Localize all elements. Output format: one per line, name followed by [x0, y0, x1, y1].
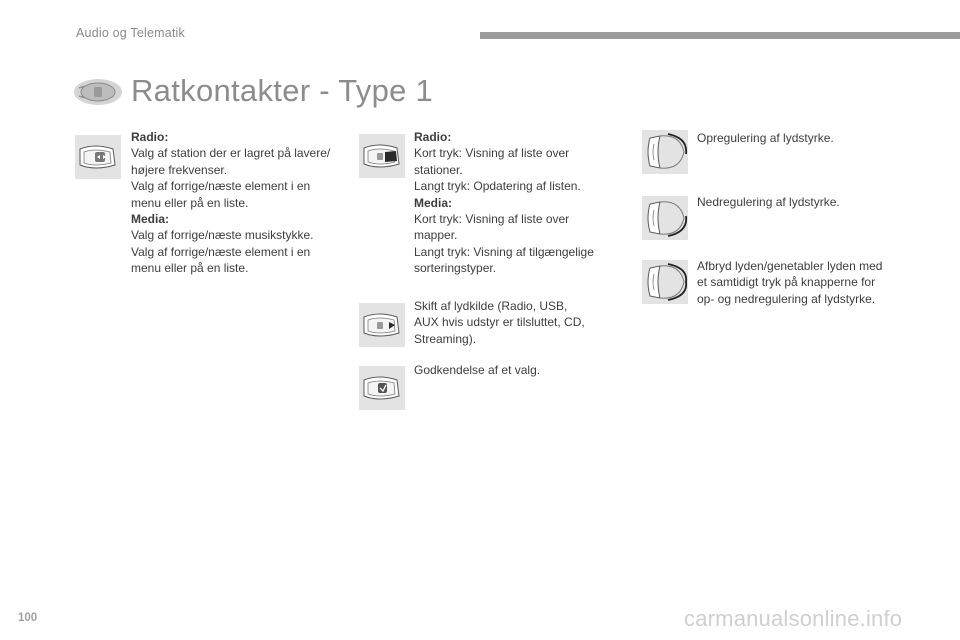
description-line: Skift af lydkilde (Radio, USB, — [414, 299, 568, 313]
mute-lever-icon — [642, 260, 688, 304]
description-line: Kort tryk: Visning af liste over — [414, 146, 570, 161]
description-line: Langt tryk: Opdatering af listen. — [414, 179, 581, 194]
label-media: Media: — [131, 212, 170, 227]
description-line: sorteringstyper. — [414, 261, 497, 276]
page-title: Ratkontakter - Type 1 — [131, 73, 434, 108]
description-line: Afbryd lyden/genetabler lyden med — [697, 259, 883, 273]
description-line: Langt tryk: Visning af tilgængelige — [414, 244, 594, 259]
middle-description-2 — [414, 298, 585, 347]
description-line: Godkendelse af et valg. — [414, 363, 541, 377]
right-description-3 — [697, 258, 882, 307]
steering-switch-seek-icon — [75, 135, 121, 179]
description-line: mapper. — [414, 228, 458, 243]
middle-description-1 — [414, 129, 594, 277]
description-line: AUX hvis udstyr er tilsluttet, CD, — [414, 315, 585, 330]
volume-down-lever-icon — [642, 196, 688, 240]
description-line: Nedregulering af lydstyrke. — [697, 195, 840, 209]
page-number: 100 — [18, 612, 38, 624]
description-line: Kort tryk: Visning af liste over — [414, 212, 570, 227]
right-description-1 — [697, 130, 834, 146]
label-radio: Radio: — [131, 130, 169, 144]
description-line: Valg af forrige/næste musikstykke. — [131, 228, 314, 243]
description-line: Opregulering af lydstyrke. — [697, 131, 834, 145]
volume-up-lever-icon — [642, 130, 688, 174]
middle-description-3 — [414, 362, 540, 378]
description-line: højere frekvenser. — [131, 162, 228, 177]
description-line: Valg af forrige/næste element i en — [131, 244, 311, 259]
description-line: stationer. — [414, 162, 463, 177]
description-line: Streaming). — [414, 331, 477, 346]
header-bar — [480, 32, 960, 39]
steering-switch-list-icon — [359, 134, 405, 178]
description-line: op- og nedregulering af lydstyrke. — [697, 291, 876, 306]
description-line: menu eller på en liste. — [131, 261, 249, 276]
label-media: Media: — [414, 195, 453, 210]
steering-switch-source-icon — [359, 303, 405, 347]
left-description — [131, 129, 330, 277]
description-line: menu eller på en liste. — [131, 195, 249, 210]
steering-switch-ok-icon — [359, 366, 405, 410]
watermark: carmanualsonline.info — [684, 606, 903, 631]
label-radio: Radio: — [414, 130, 452, 144]
steering-switch-icon — [73, 77, 123, 107]
description-line: et samtidigt tryk på knapperne for — [697, 275, 876, 290]
description-line: Valg af station der er lagret på lavere/ — [131, 146, 331, 161]
section-title: Audio og Telematik — [76, 26, 185, 40]
description-line: Valg af forrige/næste element i en — [131, 179, 311, 194]
right-description-2 — [697, 194, 840, 210]
